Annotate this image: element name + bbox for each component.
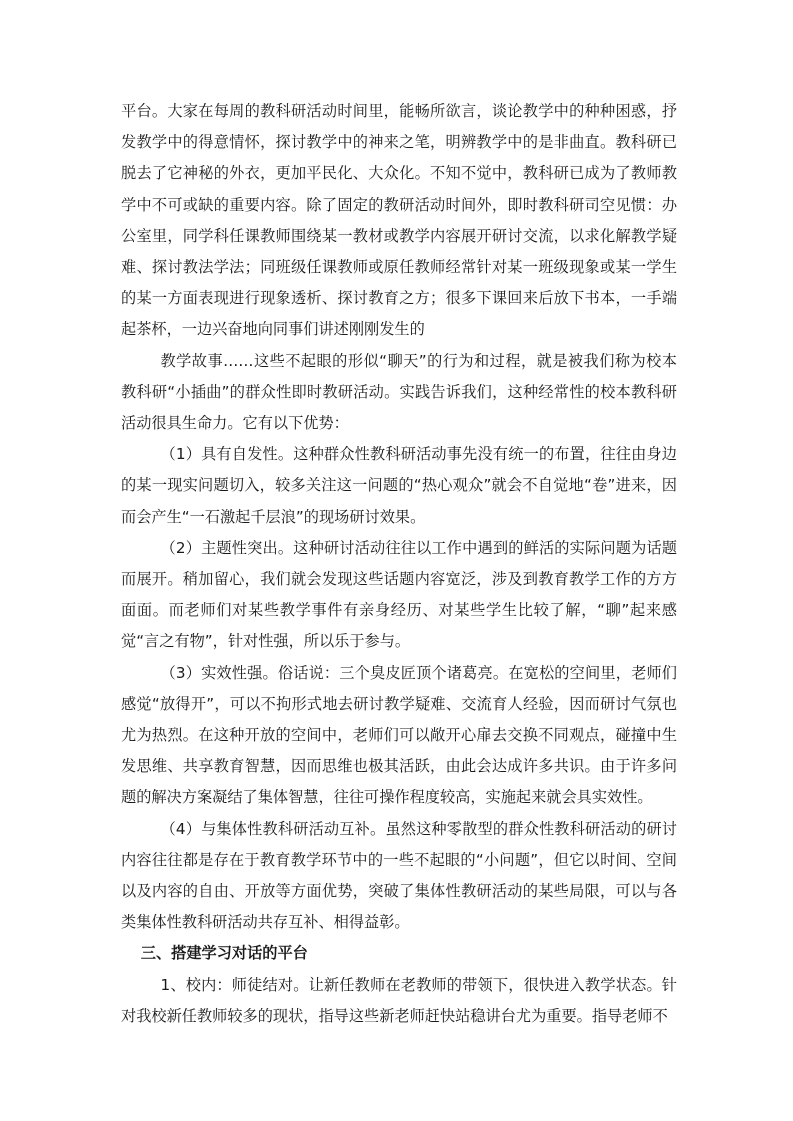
paragraph-1: 平台。大家在每周的教科研活动时间里，能畅所欲言，谈论教学中的种种困惑，抒发教学中的得意情怀，探讨教学中的神来之笔，明辨教学中的是非曲直。教科研已脱去了它神秘的外衣，更加平民化、大众化。不知不觉中，教科研已成为了教师教学中不可或缺的重要内容。除了固定的教研活动时间外，即时教科研司空见惯：办公室里，同学科任课教师围绕某一教材或教学内容展开研讨交流，以求化解教学疑难、探讨教法学法；同班级任课教师或原任教师经常针对某一班级现象或某一学生的某一方面表现进行现象透析、探讨教育之方；很多下课回来后放下书本，一手端起茶杯，一边兴奋地向同事们讲述刚刚发生的	[121, 102, 677, 339]
paragraph-2: 教学故事……这些不起眼的形似“聊天”的行为和过程，就是被我们称为校本教科研“小插曲”的群众性即时教研活动。实践告诉我们，这种经常性的校本教科研活动很具生命力。它有以下优势：	[121, 351, 677, 433]
paragraph-advantage-1: （1）具有自发性。这种群众性教科研活动事先没有统一的布置，往往由身边的某一现实问题切入，较多关注这一问题的“热心观众”就会不自觉地“卷”进来，因而会产生“一石激起千层浪”的现场研讨效果。	[121, 445, 677, 526]
paragraph-advantage-2: （2）主题性突出。这种研讨活动往往以工作中遇到的鲜活的实际问题为话题而展开。稍加留心，我们就会发现这些话题内容宽泛，涉及到教育教学工作的方方面面。而老师们对某些教学事件有亲身经历、对某些学生比较了解，“聊”起来感觉“言之有物”，针对性强，所以乐于参与。	[121, 538, 677, 651]
section-heading: 三、搭建学习对话的平台	[140, 944, 308, 963]
paragraph-advantage-4: （4）与集体性教科研活动互补。虽然这种零散型的群众性教科研活动的研讨内容往往都是存在于教育教学环节中的一些不起眼的“小问题”，但它以时间、空间以及内容的自由、开放等方面优势，突破了集体性教研活动的某些局限，可以与各类集体性教科研活动共存互补、相得益彰。	[121, 819, 677, 932]
paragraph-section-3-item-1: 1、校内：师徒结对。让新任教师在老教师的带领下，很快进入教学状态。针对我校新任教师较多的现状，指导这些新老师赶快站稳讲台尤为重要。指导老师不	[121, 975, 677, 1025]
paragraph-advantage-3: （3）实效性强。俗话说：三个臭皮匠顶个诸葛亮。在宽松的空间里，老师们感觉“放得开”，可以不拘形式地去研讨教学疑难、交流育人经验，因而研讨气氛也尤为热烈。在这种开放的空间中，老师们可以敞开心扉去交换不同观点，碰撞中生发思维、共享教育智慧，因而思维也极其活跃，由此会达成许多共识。由于许多问题的解决方案凝结了集体智慧，往往可操作程度较高，实施起来就会具实效性。	[121, 663, 677, 807]
document-body	[121, 96, 677, 1032]
